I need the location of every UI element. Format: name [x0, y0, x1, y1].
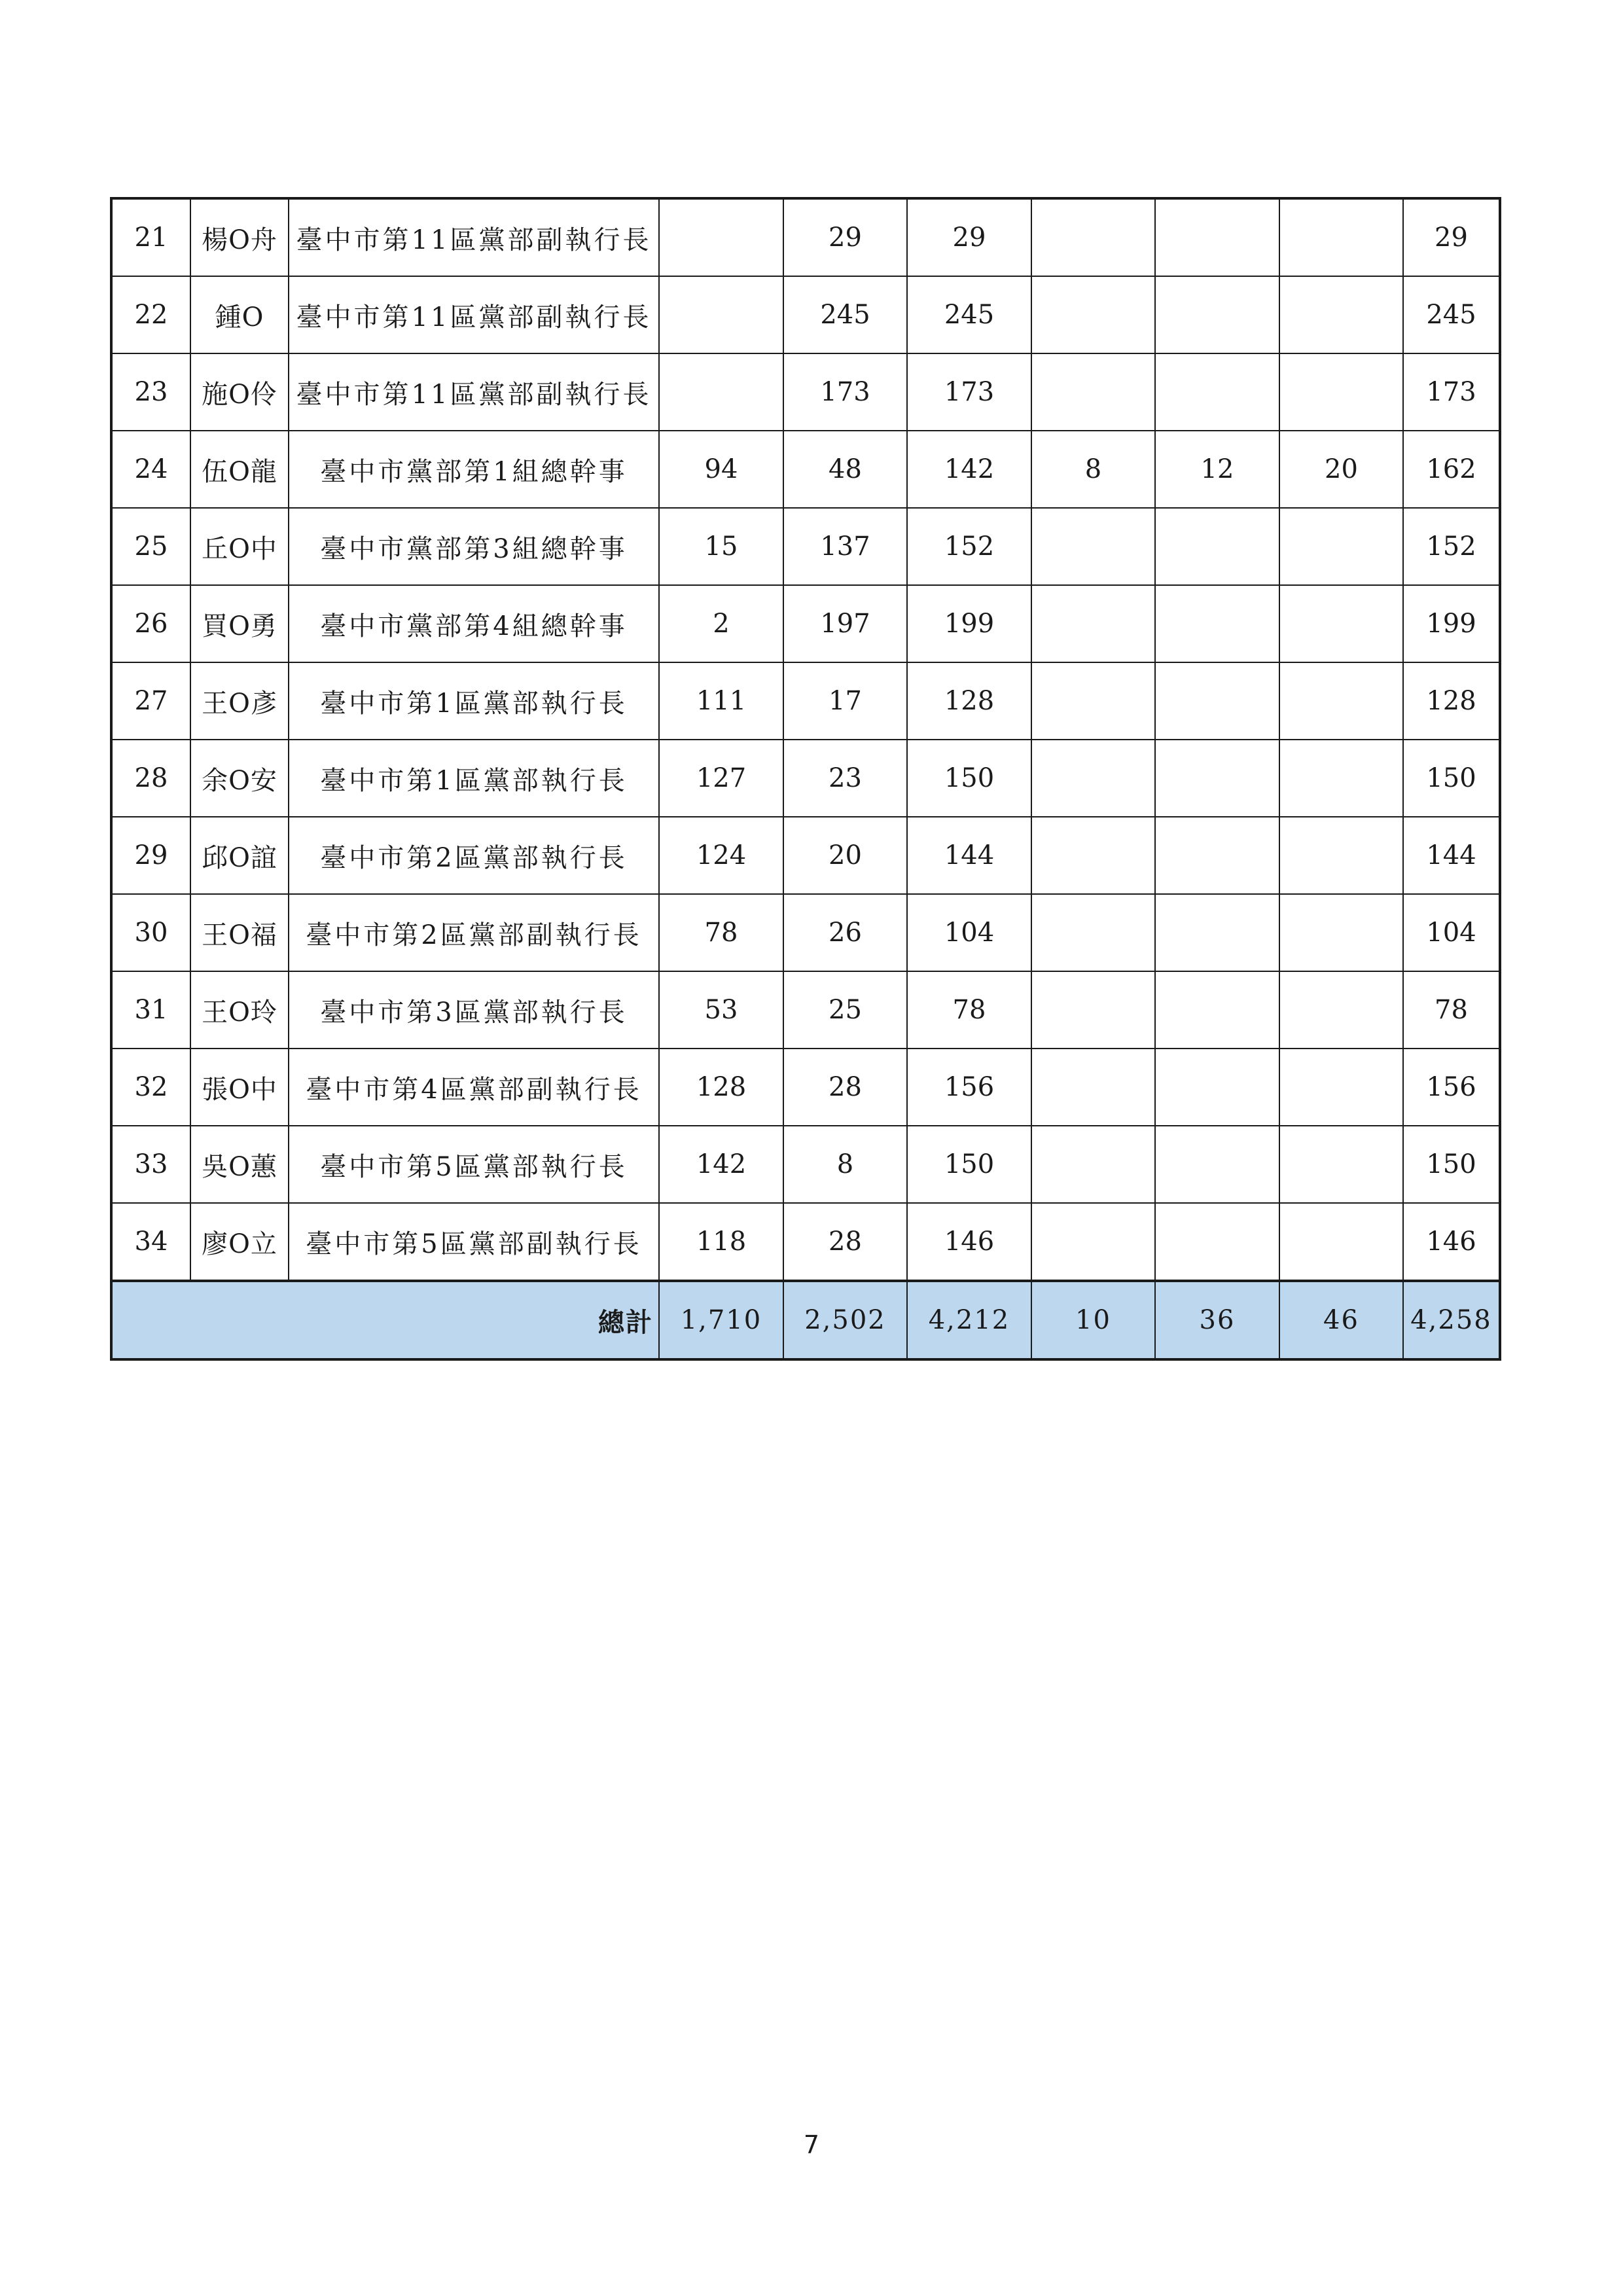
row-number-cell: 22	[111, 276, 190, 353]
value-cell-5	[1155, 894, 1279, 971]
person-name-cell: 伍O龍	[190, 431, 289, 508]
total-cell-2: 2,502	[783, 1281, 907, 1359]
value-cell-3: 150	[907, 1126, 1031, 1203]
value-cell-4: 8	[1031, 431, 1155, 508]
value-cell-5	[1155, 817, 1279, 894]
value-cell-3: 142	[907, 431, 1031, 508]
total-cell-4: 10	[1031, 1281, 1155, 1359]
value-cell-7: 29	[1403, 198, 1500, 276]
value-cell-3: 245	[907, 276, 1031, 353]
position-title-cell: 臺中市第5區黨部副執行長	[289, 1203, 659, 1281]
table-row	[111, 971, 1500, 1049]
value-cell-2: 8	[783, 1126, 907, 1203]
total-cell-5: 36	[1155, 1281, 1279, 1359]
table-row	[111, 508, 1500, 585]
table-row	[111, 817, 1500, 894]
table-row	[111, 1049, 1500, 1126]
value-cell-2: 29	[783, 198, 907, 276]
position-title-cell: 臺中市第2區黨部執行長	[289, 817, 659, 894]
value-cell-2: 25	[783, 971, 907, 1049]
value-cell-6	[1279, 1126, 1403, 1203]
value-cell-4	[1031, 198, 1155, 276]
value-cell-5	[1155, 353, 1279, 431]
person-name-cell: 楊O舟	[190, 198, 289, 276]
value-cell-4	[1031, 894, 1155, 971]
row-number-cell: 25	[111, 508, 190, 585]
person-name-cell: 王O福	[190, 894, 289, 971]
table-row	[111, 585, 1500, 662]
value-cell-4	[1031, 740, 1155, 817]
value-cell-6	[1279, 198, 1403, 276]
position-title-cell: 臺中市第11區黨部副執行長	[289, 353, 659, 431]
value-cell-2: 20	[783, 817, 907, 894]
value-cell-3: 199	[907, 585, 1031, 662]
row-number-cell: 27	[111, 662, 190, 740]
total-cell-1: 1,710	[659, 1281, 783, 1359]
value-cell-2: 28	[783, 1049, 907, 1126]
value-cell-2: 23	[783, 740, 907, 817]
table-row	[111, 276, 1500, 353]
page-number: 7	[803, 2130, 820, 2159]
person-name-cell: 王O玲	[190, 971, 289, 1049]
value-cell-7: 104	[1403, 894, 1500, 971]
person-name-cell: 吳O蕙	[190, 1126, 289, 1203]
person-name-cell: 丘O中	[190, 508, 289, 585]
value-cell-4	[1031, 585, 1155, 662]
value-cell-7: 146	[1403, 1203, 1500, 1281]
value-cell-5	[1155, 276, 1279, 353]
table-row	[111, 662, 1500, 740]
value-cell-2: 17	[783, 662, 907, 740]
row-number-cell: 24	[111, 431, 190, 508]
person-name-cell: 張O中	[190, 1049, 289, 1126]
position-title-cell: 臺中市黨部第3組總幹事	[289, 508, 659, 585]
data-table	[110, 197, 1501, 1361]
row-number-cell: 23	[111, 353, 190, 431]
value-cell-2: 48	[783, 431, 907, 508]
value-cell-7: 144	[1403, 817, 1500, 894]
value-cell-6	[1279, 1203, 1403, 1281]
table-body	[111, 198, 1500, 1359]
value-cell-5	[1155, 1126, 1279, 1203]
value-cell-6	[1279, 662, 1403, 740]
table-row	[111, 1126, 1500, 1203]
value-cell-6	[1279, 353, 1403, 431]
person-name-cell: 王O彥	[190, 662, 289, 740]
value-cell-2: 197	[783, 585, 907, 662]
value-cell-7: 128	[1403, 662, 1500, 740]
person-name-cell: 買O勇	[190, 585, 289, 662]
value-cell-6	[1279, 585, 1403, 662]
value-cell-1: 128	[659, 1049, 783, 1126]
total-cell-6: 46	[1279, 1281, 1403, 1359]
value-cell-1: 78	[659, 894, 783, 971]
value-cell-6	[1279, 276, 1403, 353]
value-cell-1	[659, 276, 783, 353]
total-cell-7: 4,258	[1403, 1281, 1500, 1359]
value-cell-6	[1279, 740, 1403, 817]
value-cell-4	[1031, 1049, 1155, 1126]
position-title-cell: 臺中市第4區黨部副執行長	[289, 1049, 659, 1126]
value-cell-3: 78	[907, 971, 1031, 1049]
value-cell-7: 245	[1403, 276, 1500, 353]
value-cell-1: 15	[659, 508, 783, 585]
row-number-cell: 34	[111, 1203, 190, 1281]
row-number-cell: 26	[111, 585, 190, 662]
value-cell-1	[659, 353, 783, 431]
row-number-cell: 32	[111, 1049, 190, 1126]
position-title-cell: 臺中市第5區黨部執行長	[289, 1126, 659, 1203]
value-cell-4	[1031, 971, 1155, 1049]
value-cell-6	[1279, 894, 1403, 971]
value-cell-3: 150	[907, 740, 1031, 817]
value-cell-3: 156	[907, 1049, 1031, 1126]
person-name-cell: 鍾O	[190, 276, 289, 353]
row-number-cell: 29	[111, 817, 190, 894]
person-name-cell: 廖O立	[190, 1203, 289, 1281]
position-title-cell: 臺中市第1區黨部執行長	[289, 740, 659, 817]
total-label: 總計	[111, 1281, 659, 1359]
value-cell-7: 173	[1403, 353, 1500, 431]
value-cell-2: 28	[783, 1203, 907, 1281]
value-cell-7: 150	[1403, 1126, 1500, 1203]
value-cell-4	[1031, 508, 1155, 585]
value-cell-3: 128	[907, 662, 1031, 740]
row-number-cell: 28	[111, 740, 190, 817]
value-cell-6: 20	[1279, 431, 1403, 508]
position-title-cell: 臺中市黨部第4組總幹事	[289, 585, 659, 662]
person-name-cell: 余O安	[190, 740, 289, 817]
value-cell-1: 111	[659, 662, 783, 740]
row-number-cell: 33	[111, 1126, 190, 1203]
value-cell-5	[1155, 1203, 1279, 1281]
value-cell-5	[1155, 740, 1279, 817]
row-number-cell: 21	[111, 198, 190, 276]
value-cell-1: 127	[659, 740, 783, 817]
value-cell-7: 78	[1403, 971, 1500, 1049]
value-cell-7: 150	[1403, 740, 1500, 817]
value-cell-7: 156	[1403, 1049, 1500, 1126]
value-cell-5	[1155, 585, 1279, 662]
value-cell-6	[1279, 508, 1403, 585]
value-cell-5: 12	[1155, 431, 1279, 508]
value-cell-7: 162	[1403, 431, 1500, 508]
value-cell-1	[659, 198, 783, 276]
value-cell-1: 53	[659, 971, 783, 1049]
table-row	[111, 740, 1500, 817]
table-row	[111, 431, 1500, 508]
value-cell-2: 137	[783, 508, 907, 585]
value-cell-1: 2	[659, 585, 783, 662]
person-name-cell: 施O伶	[190, 353, 289, 431]
value-cell-1: 94	[659, 431, 783, 508]
value-cell-1: 124	[659, 817, 783, 894]
value-cell-7: 199	[1403, 585, 1500, 662]
total-cell-3: 4,212	[907, 1281, 1031, 1359]
value-cell-3: 173	[907, 353, 1031, 431]
value-cell-5	[1155, 508, 1279, 585]
value-cell-6	[1279, 1049, 1403, 1126]
position-title-cell: 臺中市黨部第1組總幹事	[289, 431, 659, 508]
value-cell-3: 152	[907, 508, 1031, 585]
value-cell-4	[1031, 353, 1155, 431]
value-cell-5	[1155, 1049, 1279, 1126]
value-cell-2: 173	[783, 353, 907, 431]
position-title-cell: 臺中市第3區黨部執行長	[289, 971, 659, 1049]
table-row	[111, 353, 1500, 431]
value-cell-4	[1031, 662, 1155, 740]
value-cell-5	[1155, 662, 1279, 740]
value-cell-6	[1279, 817, 1403, 894]
position-title-cell: 臺中市第2區黨部副執行長	[289, 894, 659, 971]
value-cell-5	[1155, 198, 1279, 276]
value-cell-1: 118	[659, 1203, 783, 1281]
value-cell-2: 26	[783, 894, 907, 971]
row-number-cell: 31	[111, 971, 190, 1049]
value-cell-4	[1031, 1126, 1155, 1203]
value-cell-3: 144	[907, 817, 1031, 894]
table-row	[111, 1203, 1500, 1281]
value-cell-6	[1279, 971, 1403, 1049]
value-cell-3: 104	[907, 894, 1031, 971]
row-number-cell: 30	[111, 894, 190, 971]
value-cell-4	[1031, 1203, 1155, 1281]
value-cell-1: 142	[659, 1126, 783, 1203]
value-cell-4	[1031, 276, 1155, 353]
position-title-cell: 臺中市第11區黨部副執行長	[289, 276, 659, 353]
value-cell-3: 29	[907, 198, 1031, 276]
value-cell-4	[1031, 817, 1155, 894]
position-title-cell: 臺中市第11區黨部副執行長	[289, 198, 659, 276]
position-title-cell: 臺中市第1區黨部執行長	[289, 662, 659, 740]
value-cell-5	[1155, 971, 1279, 1049]
value-cell-7: 152	[1403, 508, 1500, 585]
value-cell-2: 245	[783, 276, 907, 353]
table-row	[111, 198, 1500, 276]
total-row	[111, 1281, 1500, 1359]
person-name-cell: 邱O誼	[190, 817, 289, 894]
value-cell-3: 146	[907, 1203, 1031, 1281]
table-row	[111, 894, 1500, 971]
